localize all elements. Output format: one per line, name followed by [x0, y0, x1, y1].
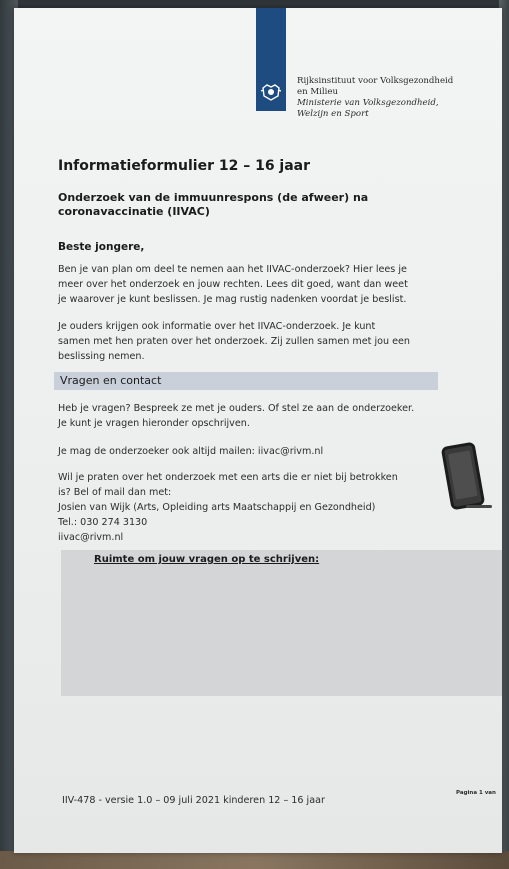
questions-line: Je kunt je vragen hieronder opschrijven.: [58, 418, 250, 429]
parents-line: beslissing nemen.: [58, 351, 145, 362]
ministry-line1: Ministerie van Volksgezondheid,: [297, 98, 439, 108]
doctor-line: Josien van Wijk (Arts, Opleiding arts Maatschappij en Gezondheid): [58, 502, 376, 513]
coat-of-arms-icon: [258, 82, 284, 104]
greeting: Beste jongere,: [58, 241, 145, 253]
org-name-line1: Rijksinstituut voor Volksgezondheid: [297, 76, 454, 86]
doctor-line: iivac@rivm.nl: [58, 532, 124, 543]
doctor-line: Wil je praten over het onderzoek met een arts die er niet bij betrokken: [58, 472, 398, 483]
doctor-line: is? Bel of mail dan met:: [58, 487, 172, 498]
questions-paragraph: [58, 401, 458, 431]
phone-shadow: [466, 505, 492, 508]
document-subtitle: Onderzoek van de immuunrespons (de afweer) na coronavaccinatie (IIVAC): [58, 191, 369, 218]
organization-block: [297, 76, 497, 120]
logo-bar: [256, 8, 286, 111]
doctor-paragraph: [58, 470, 458, 545]
phone-screen: [448, 450, 478, 499]
intro-paragraph: [58, 262, 458, 307]
org-name-line2: en Milieu: [297, 87, 339, 97]
parents-line: samen met hen praten over het onderzoek. Zij zullen samen met jou een: [58, 336, 411, 347]
ministry-line2: Welzijn en Sport: [297, 109, 369, 119]
footer-text: IIV-478 - versie 1.0 – 09 juli 2021 kinderen 12 – 16 jaar: [62, 795, 325, 806]
section-title: Vragen en contact: [60, 374, 162, 387]
parents-paragraph: [58, 319, 458, 364]
question-writing-area[interactable]: [61, 550, 502, 696]
background-table-edge: [0, 851, 509, 869]
parents-line: Je ouders krijgen ook informatie over het IIVAC-onderzoek. Je kunt: [58, 321, 376, 332]
question-area-label: Ruimte om jouw vragen op te schrijven:: [94, 554, 320, 565]
intro-line: je waarover je kunt beslissen. Je mag rustig nadenken voordat je beslist.: [58, 294, 407, 305]
questions-line: Heb je vragen? Bespreek ze met je ouders. Of stel ze aan de onderzoeker.: [58, 403, 415, 414]
intro-line: Ben je van plan om deel te nemen aan het IIVAC-onderzoek? Hier lees je: [58, 264, 407, 275]
intro-line: meer over het onderzoek en jouw rechten. Lees dit goed, want dan weet: [58, 279, 408, 290]
mail-line: Je mag de onderzoeker ook altijd mailen: iivac@rivm.nl: [58, 446, 324, 457]
document-title: Informatieformulier 12 – 16 jaar: [58, 158, 311, 174]
doctor-line: Tel.: 030 274 3130: [58, 517, 148, 528]
document-page: [14, 8, 502, 853]
page-number: Pagina 1 van: [456, 790, 496, 796]
